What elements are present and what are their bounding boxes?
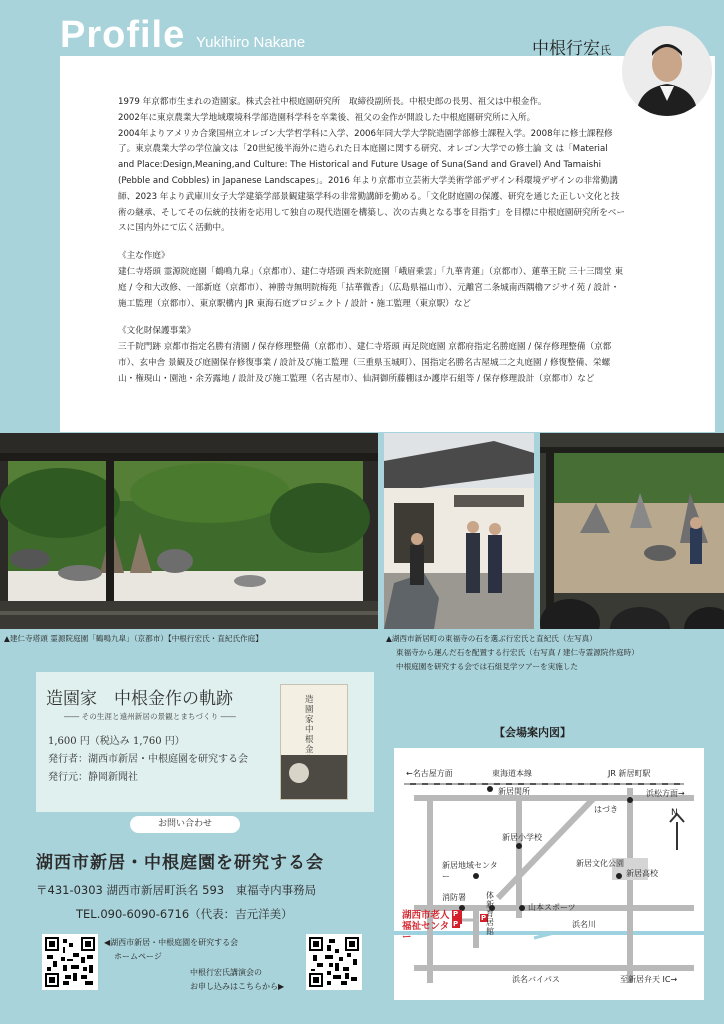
book-cover [280, 684, 348, 800]
book-title: 造園家 中根金作の軌跡 [46, 689, 233, 709]
qr-caption-homepage [104, 936, 238, 964]
map-label-tokaido: 東海道本線 [492, 769, 532, 778]
map-label-center: 新居地域センター [442, 861, 498, 881]
qr-code-icon [309, 937, 359, 987]
map-label-sports: 山本スポーツ [528, 903, 576, 912]
temple-photo [384, 433, 534, 629]
heritage-text: 三千院門跡 京都市指定名勝有清園 / 保存修理整備（京都市）、建仁寺塔頭 両足院庭園 京都府指定名勝庭園 / 保存修理整備（京都市）、玄申舎 景観及び庭園保存修復事業 / 設計及び施工監理（三重県玉城町）、国指定名勝名古屋城二之丸庭園 / 修復整備、栄螺山・権現山・園池・余芳露地 / 設計及び施工監理（名古屋市）、仙洞御所藤棚ほか護岸石組等 / 保存修理設計（京都市）など [118, 342, 612, 384]
telephone: TEL.090-6090-6716（代表：吉元洋美） [76, 907, 293, 921]
heritage-title: 《文化財保護事業》 [118, 326, 196, 337]
profile-subtitle: Yukihiro Nakane [196, 34, 306, 51]
organization-name: 湖西市新居・中根庭園を研究する会 [36, 853, 324, 873]
map-label-park: 新居文化公園 [576, 859, 624, 868]
qr-caption-lecture-line-1: 中根行宏氏講演会の [190, 968, 262, 977]
book-cover-title: 造園家 中根金 [305, 695, 314, 755]
parking-marker: P [481, 914, 487, 922]
map-label-ic: 至新居弁天 IC→ [620, 975, 678, 984]
qr-code-icon [45, 937, 95, 987]
parking-marker: P [453, 920, 459, 928]
qr-code-homepage[interactable] [42, 934, 98, 990]
caption-right-line-2: 東福寺から運んだ石を配置する行宏氏（右写真 / 建仁寺霊源院作庭時） [396, 648, 639, 657]
book-cover-art-icon [281, 685, 347, 799]
book-price: 1,600 円（税込み 1,760 円） [48, 736, 185, 747]
caption-right-line-3: 中根庭園を研究する会では石組見学ツアーを実施した [396, 662, 579, 671]
qr-caption-lecture-line-2: お申し込みはこちらから▶ [190, 982, 285, 991]
map-label-fire: 消防署 [442, 893, 466, 902]
qr-caption-homepage-line-2: ホームページ [114, 952, 162, 961]
bio-line-1: 1979 年京都市生まれの造園家。株式会社中根庭園研究所 取締役副所長。中根史郎の長男、祖父は中根金作。 [118, 97, 547, 107]
map-label-jr-station: JR 新居町駅 [608, 769, 651, 778]
caption-right [386, 632, 722, 674]
qr-caption-lecture [190, 966, 284, 994]
biography [118, 95, 626, 388]
avatar [622, 26, 712, 116]
map-label-venue: 湖西市老人福祉センター [402, 910, 450, 943]
profile-title: Profile [60, 14, 186, 56]
map-label-bypass: 浜名バイパス [512, 975, 560, 984]
caption-right-line-1: ▲湖西市新居町の東福寺の石を選ぶ行宏氏と直紀氏（左写真） [386, 634, 597, 643]
works-text: 建仁寺塔頭 霊源院庭園「鶴鳴九皐」（京都市）、建仁寺塔頭 西来院庭園「峨眉乗雲」「九華青蓮」（京都市）、蓮華王院 三十三間堂 東庭 / 令和大改修、一部新庭（京都市）、神勝寺無明院梅苑「拈華微香」（広島県福山市）、元離宮二条城南西隅櫓アジサイ苑 / 設計・施工監理（京都市）、東京駅構内 JR 東海石庭プロジェクト / 設計・施工監理（東京駅）など [118, 266, 624, 309]
qr-code-lecture[interactable] [306, 934, 362, 990]
person-portrait-icon [622, 26, 712, 116]
person-name: 中根行宏氏 [532, 39, 611, 59]
qr-caption-homepage-line-1: ◀湖西市新居・中根庭園を研究する会 [104, 938, 239, 947]
works-title: 《主な作庭》 [118, 251, 170, 262]
stone-placement-photo [540, 433, 724, 629]
venue-map [394, 748, 704, 1000]
inquiry-label: お問い合わせ [130, 816, 240, 833]
bio-line-2: 2002年に東京農業大学地域環境科学部造園科学科を卒業後、祖父の金作が開設した中根庭園研究所に入所。 [118, 112, 536, 123]
map-label-gym: 体新育居館 [486, 891, 494, 936]
map-label-nagoya: ←名古屋方面 [406, 769, 453, 778]
caption-left: ▲建仁寺塔頭 霊源院庭園「鶴鳴九皐」（京都市）【中根行宏氏・直紀氏作庭】 [4, 634, 263, 643]
map-label-highschool: 新居高校 [626, 869, 658, 878]
map-label-hazuki: はづき [594, 805, 618, 814]
map-label-river: 浜名川 [572, 920, 596, 929]
book-subtitle: ―― その生涯と遠州新居の景観とまちづくり ―― [64, 712, 236, 721]
map-label-hamamatsu: 浜松方面→ [646, 789, 685, 798]
map-label-sekisho: 新居関所 [498, 787, 530, 796]
parking-marker: P [453, 910, 459, 918]
garden-photo [0, 433, 378, 629]
address: 〒431-0303 湖西市新居町浜名 593 東福寺内事務局 [36, 883, 317, 897]
book-publisher: 発行元：静岡新聞社 [48, 772, 138, 783]
map-label-school: 新居小学校 [502, 833, 542, 842]
book-author: 発行者：湖西市新居・中根庭園を研究する会 [48, 754, 248, 765]
bio-line-3: 2004年よりアメリカ合衆国州立オレゴン大学哲学科に入学、2006年同大学大学院造園学部修士課程入学。2008年に修士課程修了。東京農業大学の学位論文は「20世紀後半海外に造られた日本庭園に関する研究、オレゴン大学での修士論 文 は「Material and Place:Design,Meaning,and Culture: The Historical and Future Usage of Suna(Sand and Gravel) And Tamaishi (Pebble and Cobbles) in Japanese Landscapes」。2016 年より京都市立芸術大学美術学部デザイン科環境デザインの非常勤講師、2023 年より武庫川女子大学建築学部景観建築学科の非常勤講師を勤める。「文化財庭園の保護、研究を通じた正しい文化と技術の継承、そしてその伝統的技術を応用して独自の現代造園を構築し、次の古典となる事を目指す」を目標に中根庭園研究所をベースに国内外にて広く活動中。 [118, 128, 626, 234]
map-label-north: N [671, 808, 678, 818]
map-title: 【会場案内図】 [494, 726, 571, 739]
